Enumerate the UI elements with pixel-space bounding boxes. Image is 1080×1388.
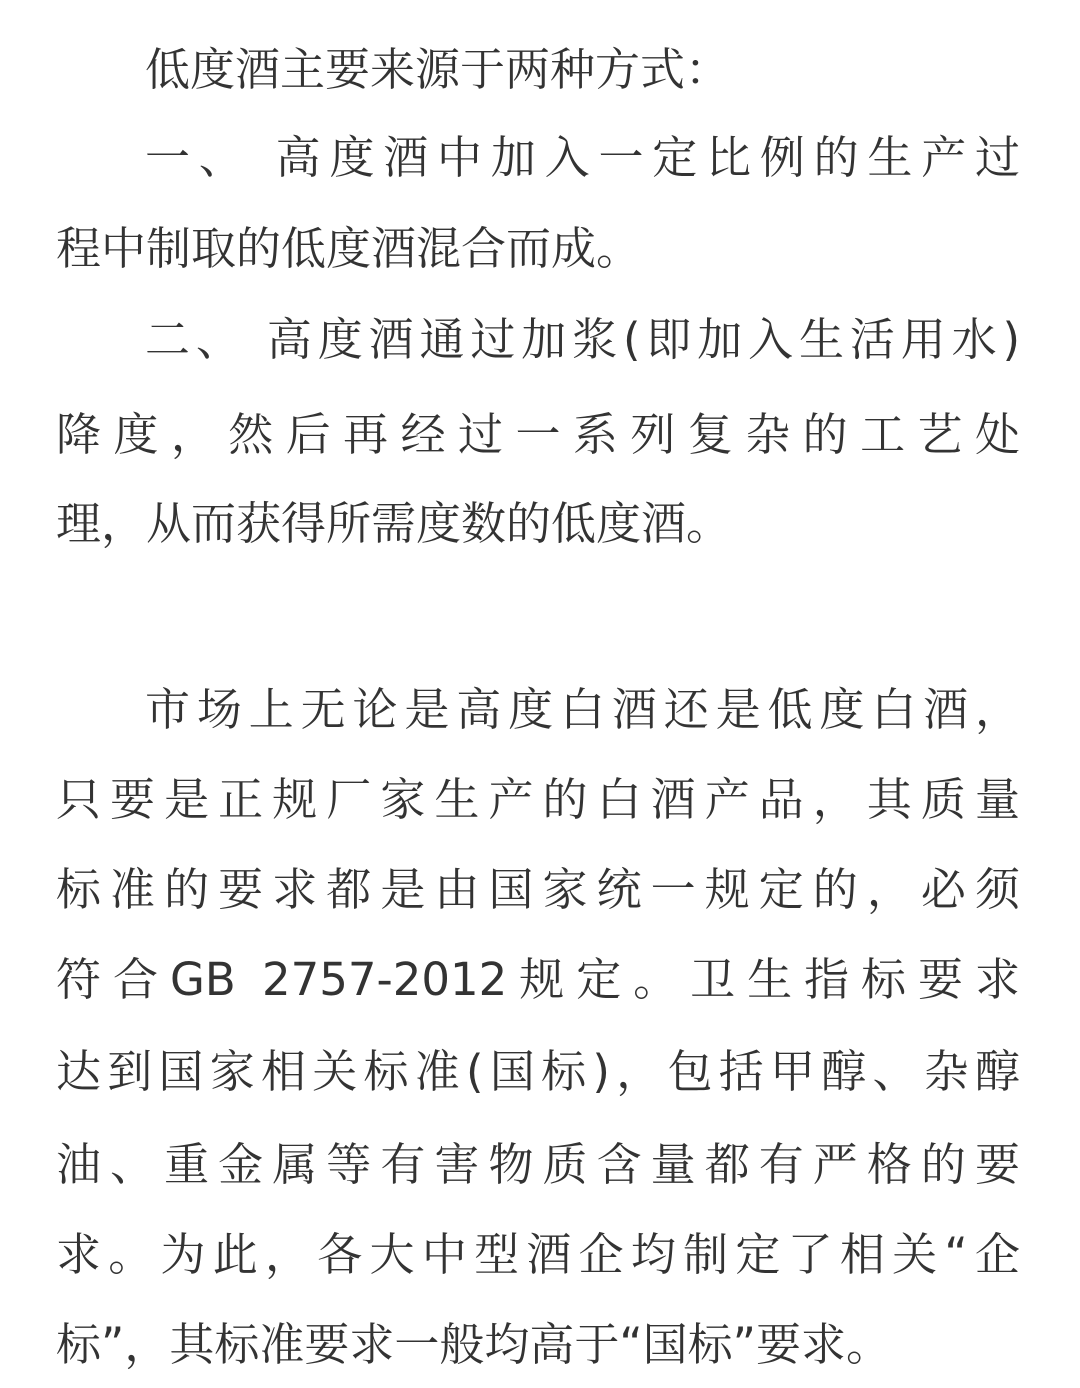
paragraph-method-two-line-2: 降度，然后再经过一系列复杂的工艺处 [56,408,1020,461]
paragraph-standards-line-5: 达到国家相关标准(国标)，包括甲醇、杂醇 [56,1045,1020,1098]
paragraph-intro-line-1: 低度酒主要来源于两种方式： [145,43,731,96]
paragraph-standards-line-4: 符合GB 2757-2012规定。卫生指标要求 [56,953,1020,1006]
paragraph-method-two-line-1: 二、 高度酒通过加浆(即加入生活用水) [145,313,1020,366]
paragraph-standards-line-6: 油、重金属等有害物质含量都有严格的要 [56,1138,1020,1191]
paragraph-standards-line-8: 标”，其标准要求一般均高于“国标”要求。 [56,1318,891,1371]
paragraph-standards-line-1: 市场上无论是高度白酒还是低度白酒， [145,683,1020,736]
paragraph-method-one-line-2: 程中制取的低度酒混合而成。 [56,222,642,275]
paragraph-standards-line-7: 求。为此，各大中型酒企均制定了相关“企 [56,1228,1020,1281]
paragraph-method-one-line-1: 一、 高度酒中加入一定比例的生产过 [145,131,1020,184]
paragraph-method-two-line-3: 理，从而获得所需度数的低度酒。 [56,497,732,550]
paragraph-standards-line-3: 标准的要求都是由国家统一规定的，必须 [56,863,1020,916]
paragraph-standards-line-2: 只要是正规厂家生产的白酒产品，其质量 [56,773,1020,826]
